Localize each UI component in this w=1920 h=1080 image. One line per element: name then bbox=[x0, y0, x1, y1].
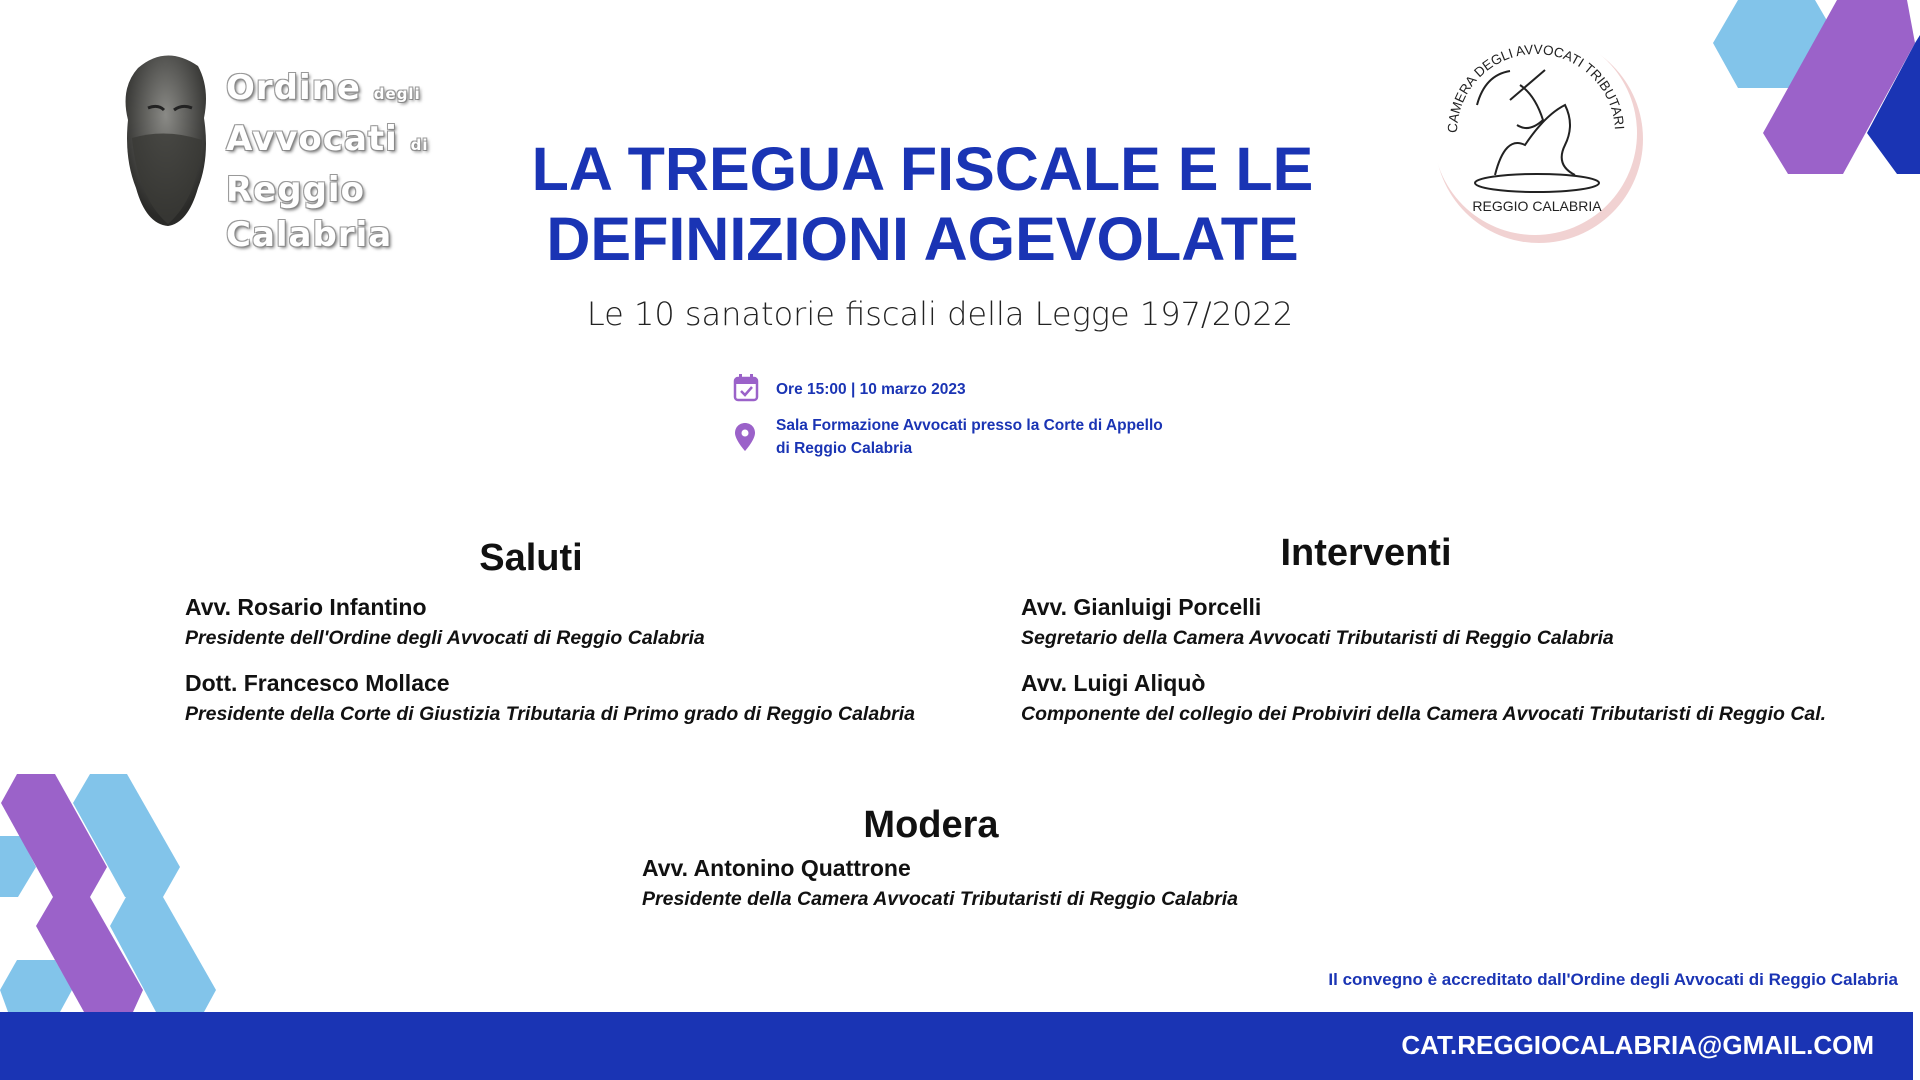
speaker-role: Presidente della Corte di Giustizia Tributaria di Primo grado di Reggio Calabria bbox=[185, 703, 915, 725]
speaker-role: Componente del collegio dei Probiviri della Camera Avvocati Tributaristi di Reggio Cal. bbox=[1021, 703, 1827, 725]
seal-text: CAMERA DEGLI AVVOCATI TRIBUTARI bbox=[1444, 41, 1627, 134]
interventi-list bbox=[1021, 594, 1826, 726]
speaker-role: Segretario della Camera Avvocati Tributaristi di Reggio Calabria bbox=[1021, 627, 1614, 649]
speaker bbox=[185, 594, 915, 650]
seal-text: REGGIO CALABRIA bbox=[1472, 198, 1602, 214]
logo-text: degli bbox=[373, 85, 421, 103]
logo-text: Reggio Calabria bbox=[226, 170, 393, 255]
location-line: Sala Formazione Avvocati presso la Corte di Appello bbox=[776, 417, 1163, 434]
saluti-heading: Saluti bbox=[479, 537, 583, 579]
logo-text: Avvocati bbox=[226, 119, 398, 159]
speaker-name: Avv. Rosario Infantino bbox=[185, 594, 427, 620]
page-title bbox=[460, 134, 1385, 274]
modera-heading: Modera bbox=[863, 804, 999, 846]
saluti-list bbox=[185, 594, 915, 726]
accreditation-note: Il convegno è accreditato dall'Ordine degli Avvocati di Reggio Calabria bbox=[1328, 970, 1898, 989]
event-location bbox=[776, 414, 1163, 460]
contact-email[interactable]: CAT.REGGIOCALABRIA@GMAIL.COM bbox=[1401, 1030, 1874, 1060]
bust-icon bbox=[118, 48, 214, 228]
title-line: LA TREGUA FISCALE E LE bbox=[531, 135, 1314, 203]
bar-association-logo bbox=[118, 48, 498, 255]
event-datetime: Ore 15:00 | 10 marzo 2023 bbox=[776, 381, 966, 398]
title-line: DEFINIZIONI AGEVOLATE bbox=[546, 205, 1299, 273]
interventi-heading: Interventi bbox=[1280, 532, 1452, 574]
speaker bbox=[1021, 670, 1826, 726]
subtitle: Le 10 sanatorie fiscali della Legge 197/2022 bbox=[586, 295, 1294, 333]
logo-text: Ordine bbox=[226, 68, 361, 108]
speaker-role: Presidente dell'Ordine degli Avvocati di Reggio Calabria bbox=[185, 627, 705, 649]
location-line: di Reggio Calabria bbox=[776, 440, 913, 457]
map-pin-icon bbox=[735, 423, 755, 451]
calendar-check-icon bbox=[733, 374, 759, 402]
speaker-name: Avv. Gianluigi Porcelli bbox=[1021, 594, 1262, 620]
logo-text: di bbox=[410, 136, 429, 154]
speaker-name: Avv. Luigi Aliquò bbox=[1021, 670, 1206, 696]
speaker bbox=[1021, 594, 1826, 650]
speaker-name: Avv. Antonino Quattrone bbox=[642, 855, 911, 881]
tax-lawyers-seal-logo bbox=[1425, 25, 1647, 247]
speaker-role: Presidente della Camera Avvocati Tributaristi di Reggio Calabria bbox=[642, 888, 1239, 910]
moderator bbox=[642, 855, 1238, 911]
speaker-name: Dott. Francesco Mollace bbox=[185, 670, 450, 696]
speaker bbox=[185, 670, 915, 726]
